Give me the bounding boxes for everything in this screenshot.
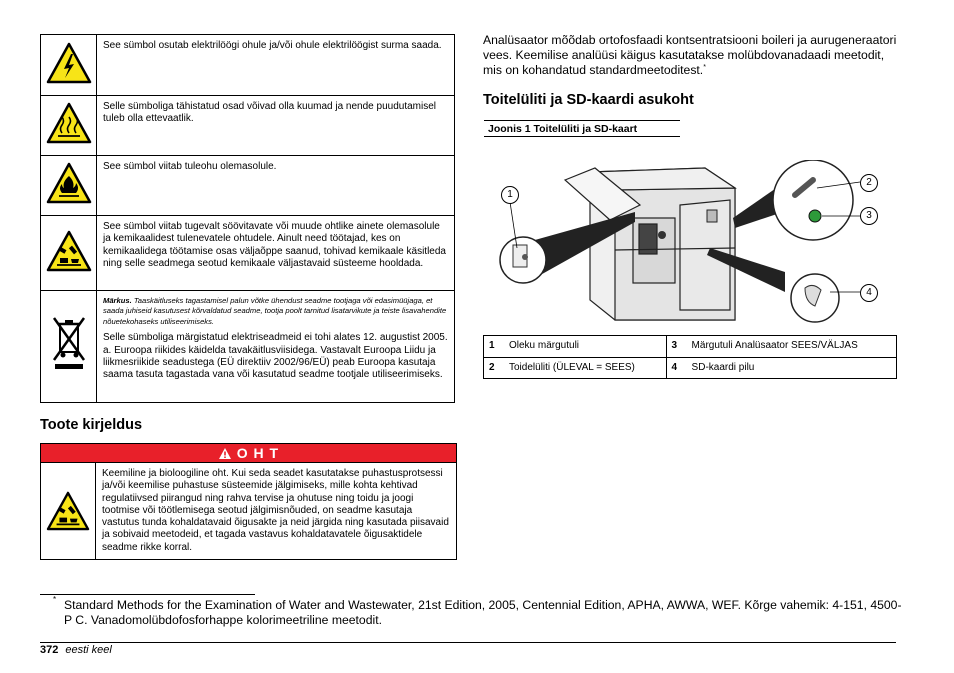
symbol-text-weee	[97, 291, 455, 403]
legend-label: SD-kaardi pilu	[687, 357, 897, 379]
symbol-text: Selle sümboliga tähistatud osad võivad olla kuumad ja nende puudutamisel tuleb olla ettevaatlik.	[97, 96, 455, 156]
weee-bin-icon	[41, 291, 97, 403]
corrosive-hazard-icon	[41, 463, 96, 559]
callout-2: 2	[860, 174, 878, 192]
hot-surface-icon	[41, 96, 97, 156]
legend-label: Märgutuli Analüsaator SEES/VÄLJAS	[687, 336, 897, 358]
warning-text: Keemiline ja bioloogiline oht. Kui seda seadet kasutatakse puhastusprotsessi ja/või keemilise puhastuse süsteemide jälgimiseks, mille kohta kehtivad regulatiivsed piirangud ning rahva tervise ja ohutuse ning toidu ja joogi tootmise või töötlemisega seotud jälgimisnõuded, on seadme kasutaja vastutus tunda kohaldatavaid õigusakte ja neid järgida ning kasutada piisavaid ja sobivaid meetodeid, et tagada vastavus kohaldatavatele õigusaktidele seadme rikke korral.	[102, 468, 449, 553]
footnote-mark: *	[53, 595, 57, 604]
corrosive-hazard-icon	[41, 216, 97, 291]
symbol-text: See sümbol viitab tugevalt söövitavate või muude ohtlike ainete olemasolule ja kemikaalidest tulenevatele ohtudele. Ainult need töötajad, kes on kemikaalidega töötamise osas väljaõppe saanud, tohivad kemikaale käsitleda ning selle seadmega seotud kemikaale väljastavaid süsteeme hooldada.	[97, 216, 455, 291]
legend-number: 4	[666, 357, 687, 379]
legend-number: 2	[484, 357, 505, 379]
callout-3: 3	[860, 207, 878, 225]
footnote-text: Standard Methods for the Examination of Water and Wastewater, 21st Edition, 2005, Centennial Edition, APHA, AWWA, WEF. Kõrge vahemik: 4-151, 4500-P C. Vanadomolübdofosforhappe kolorimeetriline meetodit.	[64, 598, 902, 627]
callout-4: 4	[860, 284, 878, 302]
page-footer-rule	[40, 642, 896, 643]
symbol-text: See sümbol viitab tuleohu olemasolule.	[97, 156, 455, 216]
warning-triangle-icon	[218, 446, 232, 464]
page-language: eesti keel	[65, 644, 112, 656]
callout-1: 1	[501, 186, 519, 204]
legend-label: Toidelüliti (ÜLEVAL = SEES)	[504, 357, 666, 379]
warning-label: O H T	[236, 445, 280, 461]
footnote-rule	[40, 594, 255, 595]
recycling-note: Märkus. Taaskäitluseks tagastamisel palun võtke ühendust seadme tootjaga või edasimüüjaga, et saada juhiseid kasutusest kõrvaldatud seadme, tootja poolt tarnitud lisatarvikute ja teiste lisavahendite nõuetekohaseks utiliseerimiseks.	[103, 296, 447, 326]
figure-legend-table	[483, 335, 897, 379]
hazard-symbol-table	[40, 34, 455, 403]
intro-paragraph: Analüsaator mõõdab ortofosfaadi kontsentratsiooni boileri ja aurugeneraatori vees. Keemilise analüüsi käigus kasutatakse molübdovanadaadi meetodit, mis on kohandatud standardmeetoditest.*	[483, 33, 897, 77]
legend-label: Oleku märgutuli	[504, 336, 666, 358]
fire-hazard-icon	[41, 156, 97, 216]
analyzer-figure	[495, 160, 895, 325]
figure-caption: Joonis 1 Toitelüliti ja SD-kaart	[484, 120, 680, 137]
subsection-title: Toitelüliti ja SD-kaardi asukoht	[483, 92, 694, 108]
electric-hazard-icon	[41, 35, 97, 96]
page-number: 372	[40, 644, 59, 656]
section-title: Toote kirjeldus	[40, 417, 143, 433]
symbol-text: See sümbol osutab elektrilöögi ohule ja/või ohule elektrilöögist surma saada.	[97, 35, 455, 96]
warning-header	[41, 444, 456, 463]
legend-number: 1	[484, 336, 505, 358]
page-footer	[40, 644, 112, 656]
weee-text: Selle sümboliga märgistatud elektriseadmeid ei tohi alates 12. augustist 2005. a. Euroopa riikides käidelda tavakäitlusviisidega. Vastavalt Euroopa Liidu ja liikmesriikide seadustega (EÜ direktiiv 2002/96/EÜ) peab Euroopa kasutaja saama tasuta tagastada vana või kasutatud seadme tootjale utiliseerimiseks.	[103, 332, 448, 381]
legend-number: 3	[666, 336, 687, 358]
warning-box	[40, 443, 457, 560]
